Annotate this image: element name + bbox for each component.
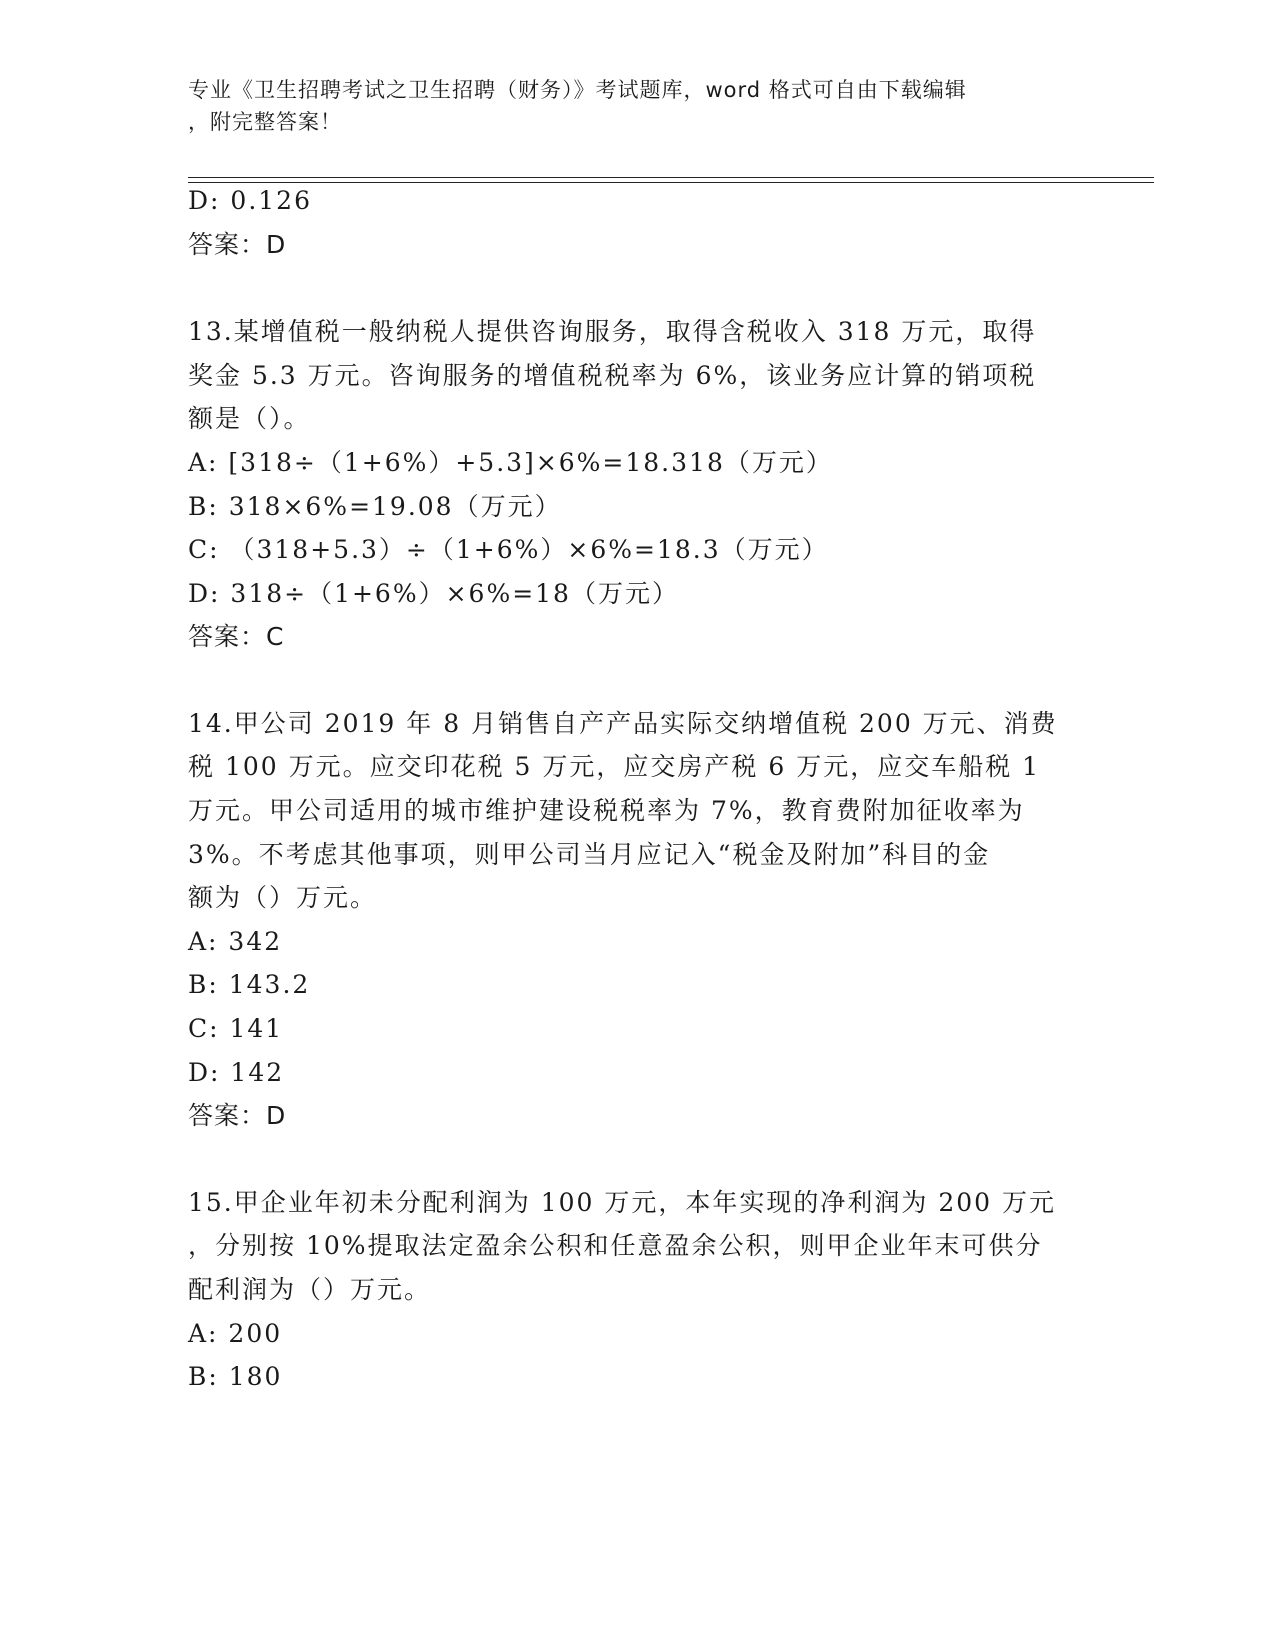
q13-stem-line-3: 额是（）。 [188,404,311,433]
q13-option-c: C: （318+5.3）÷（1+6%）×6%=18.3（万元） [188,535,829,564]
q14-stem-line-3: 万元。甲公司适用的城市维护建设税税率为 7%，教育费附加征收率为 [188,796,1025,825]
q13-option-b: B: 318×6%=19.08（万元） [188,492,562,521]
q14-option-b: B: 143.2 [188,970,311,999]
q15-stem-line-2: ，分别按 10%提取法定盈余公积和任意盈余公积，则甲企业年末可供分 [188,1231,1043,1260]
q14-option-a: A: 342 [188,927,283,956]
q14-stem-line-2: 税 100 万元。应交印花税 5 万元，应交房产税 6 万元，应交车船税 1 [188,752,1041,781]
header-line-1: 专业《卫生招聘考试之卫生招聘（财务）》考试题库，word 格式可自由下载编辑 [188,78,967,102]
header-divider [188,177,1154,178]
header-line-2: ，附完整答案！ [188,110,342,134]
q13-answer: 答案：C [188,622,285,651]
prev-option-d: D: 0.126 [188,186,312,215]
q13-option-d: D: 318÷（1+6%）×6%=18（万元） [188,579,679,608]
q15-option-a: A: 200 [188,1319,283,1348]
prev-answer: 答案：D [188,230,287,259]
q13-stem-line-2: 奖金 5.3 万元。咨询服务的增值税税率为 6%，该业务应计算的销项税 [188,361,1037,390]
q14-option-d: D: 142 [188,1058,285,1087]
q13-stem-line-1: 13.某增值税一般纳税人提供咨询服务，取得含税收入 318 万元，取得 [188,317,1037,346]
q14-option-c: C: 141 [188,1014,284,1043]
q15-stem-line-1: 15.甲企业年初未分配利润为 100 万元，本年实现的净利润为 200 万元 [188,1188,1056,1217]
q14-stem-line-1: 14.甲公司 2019 年 8 月销售自产产品实际交纳增值税 200 万元、消费 [188,709,1058,738]
document-header [188,74,1088,138]
q15-option-b: B: 180 [188,1362,283,1391]
q14-stem-line-4: 3%。不考虑其他事项，则甲公司当月应记入“税金及附加”科目的金 [188,840,991,869]
q14-answer: 答案：D [188,1101,287,1130]
q13-option-a: A: [318÷（1+6%）+5.3]×6%=18.318（万元） [188,448,833,477]
q15-stem-line-3: 配利润为（）万元。 [188,1275,432,1304]
q14-stem-line-5: 额为（）万元。 [188,883,378,912]
header-divider-2 [188,182,1154,183]
